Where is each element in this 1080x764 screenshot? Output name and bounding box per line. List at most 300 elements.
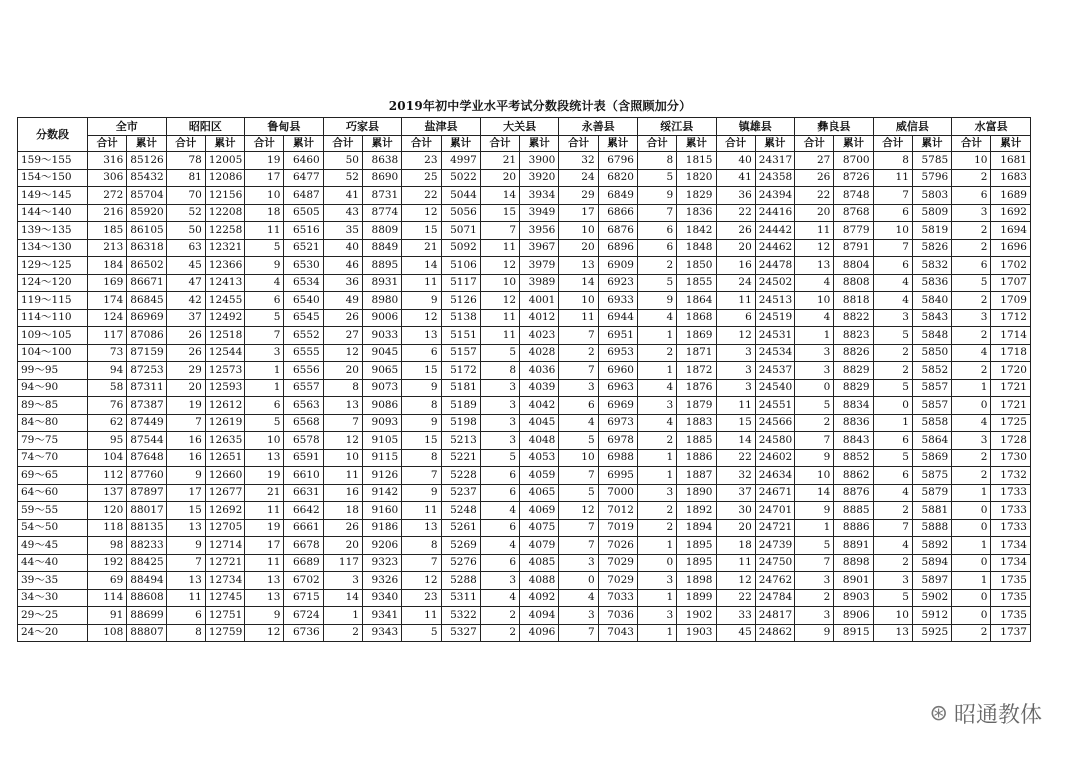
subtotal-cell: 3 (795, 572, 834, 590)
subtotal-cell: 104 (88, 449, 127, 467)
subtotal-cell: 15 (480, 204, 519, 222)
cumulative-cell: 12573 (205, 362, 244, 380)
subtotal-cell: 16 (716, 257, 755, 275)
segment-cell: 134～130 (18, 239, 88, 257)
cumulative-cell: 1848 (677, 239, 716, 257)
cumulative-cell: 12734 (205, 572, 244, 590)
cumulative-cell: 8862 (834, 467, 873, 485)
cumulative-cell: 12321 (205, 239, 244, 257)
subtotal-cell: 8 (480, 362, 519, 380)
cumulative-cell: 6973 (598, 414, 637, 432)
subtotal-cell: 63 (166, 239, 205, 257)
cumulative-cell: 5840 (912, 292, 951, 310)
cumulative-cell: 12721 (205, 554, 244, 572)
subtotal-cell: 6 (245, 397, 284, 415)
segment-cell: 94～90 (18, 379, 88, 397)
cumulative-cell: 1869 (677, 327, 716, 345)
subtotal-cell: 50 (166, 222, 205, 240)
cumulative-cell: 5819 (912, 222, 951, 240)
cumulative-cell: 5221 (441, 449, 480, 467)
cumulative-cell: 6555 (284, 344, 323, 362)
cumulative-cell: 87253 (127, 362, 166, 380)
subtotal-cell: 98 (88, 537, 127, 555)
subtotal-cell: 5 (637, 169, 676, 187)
cumulative-cell: 4065 (520, 484, 559, 502)
subtotal-cell: 21 (245, 484, 284, 502)
cumulative-cell: 86969 (127, 309, 166, 327)
table-row (18, 502, 1031, 520)
cumulative-cell: 4092 (520, 589, 559, 607)
subtotal-cell: 6 (245, 292, 284, 310)
cumulative-cell: 1886 (677, 449, 716, 467)
subtotal-cell: 7 (559, 327, 598, 345)
cumulative-cell: 12544 (205, 344, 244, 362)
subtotal-cell: 62 (88, 414, 127, 432)
subtotal-cell: 15 (402, 362, 441, 380)
cumulative-cell: 5912 (912, 607, 951, 625)
subtotal-cell: 272 (88, 187, 127, 205)
cumulative-cell: 6563 (284, 397, 323, 415)
subtotal-cell: 5 (873, 327, 912, 345)
subtotal-cell: 6 (480, 467, 519, 485)
segment-cell: 154～150 (18, 169, 88, 187)
cumulative-cell: 4997 (441, 152, 480, 170)
cumulative-cell: 5803 (912, 187, 951, 205)
subtotal-cell: 10 (795, 292, 834, 310)
subtotal-cell: 20 (716, 519, 755, 537)
cumulative-cell: 5850 (912, 344, 951, 362)
subtotal-cell: 41 (323, 187, 362, 205)
subtotal-cell: 9 (637, 187, 676, 205)
cumulative-cell: 5189 (441, 397, 480, 415)
cumulative-cell: 1714 (991, 327, 1031, 345)
cumulative-cell: 12751 (205, 607, 244, 625)
subtotal-cell: 20 (323, 537, 362, 555)
subtotal-cell: 13 (166, 572, 205, 590)
subtotal-cell: 20 (716, 239, 755, 257)
cumulative-cell: 6678 (284, 537, 323, 555)
cumulative-cell: 8898 (834, 554, 873, 572)
cumulative-cell: 4048 (520, 432, 559, 450)
subtotal-cell: 1 (637, 624, 676, 642)
cumulative-cell: 9186 (362, 519, 401, 537)
cumulative-cell: 6988 (598, 449, 637, 467)
cumulative-cell: 6715 (284, 589, 323, 607)
cumulative-cell: 85704 (127, 187, 166, 205)
subtotal-cell: 29 (166, 362, 205, 380)
subtotal-cell: 58 (88, 379, 127, 397)
subtotal-cell: 15 (402, 222, 441, 240)
cumulative-cell: 1887 (677, 467, 716, 485)
subtotal-cell: 117 (323, 554, 362, 572)
subtotal-cell: 2 (323, 624, 362, 642)
subtotal-cell: 52 (323, 169, 362, 187)
cumulative-cell: 1696 (991, 239, 1031, 257)
subtotal-header: 合计 (952, 136, 991, 152)
segment-cell: 114～110 (18, 309, 88, 327)
subtotal-cell: 2 (480, 607, 519, 625)
cumulative-cell: 5117 (441, 274, 480, 292)
cumulative-cell: 5857 (912, 379, 951, 397)
subtotal-cell: 2 (637, 344, 676, 362)
subtotal-cell: 47 (166, 274, 205, 292)
cumulative-cell: 6578 (284, 432, 323, 450)
subtotal-cell: 11 (480, 327, 519, 345)
cumulative-cell: 12413 (205, 274, 244, 292)
subtotal-cell: 12 (402, 309, 441, 327)
cumulative-cell: 6995 (598, 467, 637, 485)
subtotal-cell: 15 (166, 502, 205, 520)
subtotal-cell: 1 (637, 449, 676, 467)
cumulative-cell: 6849 (598, 187, 637, 205)
cumulative-cell: 8980 (362, 292, 401, 310)
cumulative-cell: 1683 (991, 169, 1031, 187)
subtotal-cell: 35 (323, 222, 362, 240)
subtotal-cell: 7 (166, 554, 205, 572)
cumulative-cell: 8823 (834, 327, 873, 345)
subtotal-cell: 7 (559, 537, 598, 555)
cumulative-cell: 9323 (362, 554, 401, 572)
cumulative-cell: 1733 (991, 484, 1031, 502)
cumulative-cell: 4028 (520, 344, 559, 362)
segment-cell: 59～55 (18, 502, 88, 520)
subtotal-cell: 11 (402, 607, 441, 625)
table-row (18, 607, 1031, 625)
subtotal-cell: 117 (88, 327, 127, 345)
subtotal-cell: 0 (873, 397, 912, 415)
cumulative-cell: 12518 (205, 327, 244, 345)
cumulative-cell: 5269 (441, 537, 480, 555)
subtotal-cell: 8 (402, 537, 441, 555)
cumulative-header: 累计 (284, 136, 323, 152)
cumulative-cell: 87760 (127, 467, 166, 485)
cumulative-cell: 6642 (284, 502, 323, 520)
table-row (18, 327, 1031, 345)
cumulative-cell: 8768 (834, 204, 873, 222)
subtotal-cell: 14 (480, 187, 519, 205)
subtotal-cell: 9 (402, 484, 441, 502)
cumulative-cell: 6736 (284, 624, 323, 642)
subtotal-cell: 0 (637, 554, 676, 572)
subtotal-cell: 4 (795, 274, 834, 292)
cumulative-cell: 5172 (441, 362, 480, 380)
region-header: 镇雄县 (716, 118, 795, 136)
segment-cell: 139～135 (18, 222, 88, 240)
cumulative-cell: 1820 (677, 169, 716, 187)
cumulative-cell: 1885 (677, 432, 716, 450)
subtotal-cell: 120 (88, 502, 127, 520)
subtotal-cell: 7 (795, 432, 834, 450)
subtotal-cell: 3 (716, 379, 755, 397)
subtotal-cell: 2 (873, 362, 912, 380)
subtotal-cell: 1 (323, 607, 362, 625)
score-table (17, 117, 1031, 642)
subtotal-cell: 16 (166, 432, 205, 450)
cumulative-cell: 6978 (598, 432, 637, 450)
cumulative-cell: 5261 (441, 519, 480, 537)
cumulative-cell: 12208 (205, 204, 244, 222)
subtotal-cell: 22 (716, 589, 755, 607)
subtotal-header: 合计 (88, 136, 127, 152)
cumulative-cell: 8791 (834, 239, 873, 257)
cumulative-cell: 88608 (127, 589, 166, 607)
subtotal-cell: 13 (795, 257, 834, 275)
subtotal-cell: 3 (637, 607, 676, 625)
cumulative-cell: 5138 (441, 309, 480, 327)
cumulative-cell: 7012 (598, 502, 637, 520)
subtotal-cell: 174 (88, 292, 127, 310)
subtotal-cell: 1 (952, 537, 991, 555)
subtotal-cell: 5 (245, 414, 284, 432)
subtotal-cell: 1 (952, 484, 991, 502)
cumulative-cell: 1902 (677, 607, 716, 625)
subtotal-cell: 12 (323, 432, 362, 450)
subtotal-cell: 2 (952, 467, 991, 485)
subtotal-cell: 0 (952, 519, 991, 537)
subtotal-cell: 2 (795, 589, 834, 607)
cumulative-cell: 24762 (755, 572, 794, 590)
cumulative-cell: 8690 (362, 169, 401, 187)
cumulative-cell: 9126 (362, 467, 401, 485)
watermark-text: 昭通教体 (953, 703, 1042, 728)
cumulative-cell: 24862 (755, 624, 794, 642)
cumulative-cell: 24534 (755, 344, 794, 362)
cumulative-cell: 1864 (677, 292, 716, 310)
subtotal-cell: 18 (245, 204, 284, 222)
subtotal-cell: 2 (952, 292, 991, 310)
cumulative-cell: 6896 (598, 239, 637, 257)
subtotal-cell: 22 (716, 449, 755, 467)
cumulative-cell: 86105 (127, 222, 166, 240)
segment-cell: 49～45 (18, 537, 88, 555)
region-header: 威信县 (873, 118, 952, 136)
cumulative-cell: 1735 (991, 589, 1031, 607)
subtotal-cell: 26 (323, 309, 362, 327)
segment-cell: 149～145 (18, 187, 88, 205)
segment-cell: 39～35 (18, 572, 88, 590)
subtotal-cell: 3 (480, 572, 519, 590)
subtotal-cell: 11 (716, 292, 755, 310)
subtotal-cell: 12 (402, 204, 441, 222)
cumulative-cell: 5875 (912, 467, 951, 485)
subtotal-cell: 3 (323, 572, 362, 590)
subtotal-cell: 20 (559, 239, 598, 257)
cumulative-cell: 88494 (127, 572, 166, 590)
subtotal-cell: 6 (480, 554, 519, 572)
subtotal-cell: 4 (795, 309, 834, 327)
cumulative-cell: 8834 (834, 397, 873, 415)
cumulative-cell: 3989 (520, 274, 559, 292)
subtotal-cell: 1 (637, 537, 676, 555)
cumulative-cell: 24531 (755, 327, 794, 345)
cumulative-cell: 6534 (284, 274, 323, 292)
cumulative-cell: 5858 (912, 414, 951, 432)
subtotal-cell: 4 (952, 344, 991, 362)
subtotal-cell: 9 (402, 379, 441, 397)
subtotal-cell: 21 (402, 239, 441, 257)
subtotal-cell: 15 (716, 414, 755, 432)
subtotal-cell: 192 (88, 554, 127, 572)
cumulative-cell: 24502 (755, 274, 794, 292)
subtotal-cell: 22 (716, 204, 755, 222)
subtotal-cell: 5 (402, 624, 441, 642)
subtotal-cell: 11 (166, 589, 205, 607)
cumulative-cell: 8700 (834, 152, 873, 170)
subtotal-cell: 3 (795, 344, 834, 362)
cumulative-cell: 88233 (127, 537, 166, 555)
subtotal-cell: 42 (166, 292, 205, 310)
subtotal-cell: 184 (88, 257, 127, 275)
subtotal-cell: 2 (952, 624, 991, 642)
cumulative-cell: 24817 (755, 607, 794, 625)
cumulative-cell: 7033 (598, 589, 637, 607)
cumulative-cell: 6702 (284, 572, 323, 590)
cumulative-cell: 6951 (598, 327, 637, 345)
cumulative-cell: 1721 (991, 379, 1031, 397)
subtotal-cell: 11 (559, 309, 598, 327)
segment-cell: 54～50 (18, 519, 88, 537)
cumulative-cell: 1733 (991, 519, 1031, 537)
cumulative-cell: 5864 (912, 432, 951, 450)
cumulative-cell: 12086 (205, 169, 244, 187)
page-title: 2019年初中学业水平考试分数段统计表（含照顾加分） (388, 99, 692, 113)
subtotal-cell: 0 (952, 502, 991, 520)
subtotal-header: 合计 (166, 136, 205, 152)
subtotal-cell: 41 (716, 169, 755, 187)
cumulative-cell: 12005 (205, 152, 244, 170)
region-header: 水富县 (952, 118, 1031, 136)
cumulative-cell: 1876 (677, 379, 716, 397)
cumulative-cell: 12619 (205, 414, 244, 432)
subtotal-cell: 24 (559, 169, 598, 187)
cumulative-cell: 24671 (755, 484, 794, 502)
subtotal-cell: 33 (716, 607, 755, 625)
subtotal-cell: 2 (952, 169, 991, 187)
segment-cell: 109～105 (18, 327, 88, 345)
cumulative-cell: 3956 (520, 222, 559, 240)
subtotal-cell: 124 (88, 309, 127, 327)
subtotal-cell: 20 (795, 204, 834, 222)
cumulative-cell: 5796 (912, 169, 951, 187)
cumulative-cell: 1836 (677, 204, 716, 222)
subtotal-cell: 2 (952, 327, 991, 345)
cumulative-cell: 88699 (127, 607, 166, 625)
cumulative-header: 累计 (598, 136, 637, 152)
subtotal-cell: 17 (245, 169, 284, 187)
watermark (930, 698, 1042, 729)
table-row (18, 204, 1031, 222)
cumulative-cell: 5276 (441, 554, 480, 572)
subtotal-cell: 3 (480, 397, 519, 415)
table-body (18, 152, 1031, 642)
cumulative-cell: 6487 (284, 187, 323, 205)
cumulative-cell: 4023 (520, 327, 559, 345)
cumulative-cell: 6557 (284, 379, 323, 397)
cumulative-cell: 6960 (598, 362, 637, 380)
subtotal-cell: 4 (245, 274, 284, 292)
cumulative-cell: 5151 (441, 327, 480, 345)
cumulative-cell: 1850 (677, 257, 716, 275)
table-row (18, 572, 1031, 590)
subtotal-cell: 4 (480, 537, 519, 555)
cumulative-cell: 24739 (755, 537, 794, 555)
subtotal-cell: 40 (716, 152, 755, 170)
subtotal-cell: 4 (637, 414, 676, 432)
cumulative-cell: 6724 (284, 607, 323, 625)
region-header: 彝良县 (795, 118, 874, 136)
cumulative-cell: 7000 (598, 484, 637, 502)
subtotal-cell: 26 (795, 169, 834, 187)
cumulative-cell: 5213 (441, 432, 480, 450)
subtotal-cell: 32 (559, 152, 598, 170)
cumulative-cell: 4096 (520, 624, 559, 642)
subtotal-cell: 78 (166, 152, 205, 170)
subtotal-cell: 17 (559, 204, 598, 222)
cumulative-cell: 4001 (520, 292, 559, 310)
cumulative-cell: 5848 (912, 327, 951, 345)
cumulative-cell: 8903 (834, 589, 873, 607)
subtotal-cell: 4 (637, 309, 676, 327)
subtotal-cell: 36 (716, 187, 755, 205)
cumulative-cell: 5092 (441, 239, 480, 257)
subtotal-cell: 9 (795, 624, 834, 642)
cumulative-cell: 6460 (284, 152, 323, 170)
cumulative-cell: 3979 (520, 257, 559, 275)
subtotal-cell: 30 (716, 502, 755, 520)
cumulative-cell: 4036 (520, 362, 559, 380)
subtotal-cell: 20 (480, 169, 519, 187)
cumulative-cell: 24317 (755, 152, 794, 170)
subtotal-cell: 1 (952, 572, 991, 590)
subtotal-header: 合计 (402, 136, 441, 152)
cumulative-cell: 1735 (991, 607, 1031, 625)
subtotal-cell: 46 (323, 257, 362, 275)
cumulative-cell: 6944 (598, 309, 637, 327)
subtotal-cell: 8 (873, 152, 912, 170)
subtotal-cell: 112 (88, 467, 127, 485)
cumulative-cell: 24394 (755, 187, 794, 205)
segment-cell: 44～40 (18, 554, 88, 572)
subtotal-cell: 23 (402, 152, 441, 170)
subtotal-cell: 0 (952, 397, 991, 415)
subtotal-cell: 3 (637, 397, 676, 415)
table-row (18, 624, 1031, 642)
cumulative-cell: 1903 (677, 624, 716, 642)
cumulative-cell: 5843 (912, 309, 951, 327)
segment-cell: 124～120 (18, 274, 88, 292)
subtotal-cell: 7 (480, 222, 519, 240)
subtotal-cell: 13 (873, 624, 912, 642)
subtotal-cell: 7 (873, 187, 912, 205)
subtotal-cell: 6 (480, 519, 519, 537)
subtotal-cell: 4 (873, 274, 912, 292)
cumulative-header: 累计 (755, 136, 794, 152)
subtotal-cell: 36 (323, 274, 362, 292)
cumulative-cell: 1895 (677, 554, 716, 572)
cumulative-cell: 85920 (127, 204, 166, 222)
cumulative-cell: 1692 (991, 204, 1031, 222)
subtotal-cell: 10 (245, 432, 284, 450)
subtotal-cell: 10 (323, 449, 362, 467)
subtotal-cell: 13 (245, 449, 284, 467)
subtotal-cell: 2 (873, 554, 912, 572)
table-row (18, 274, 1031, 292)
subtotal-cell: 9 (245, 257, 284, 275)
subtotal-cell: 108 (88, 624, 127, 642)
subtotal-cell: 0 (952, 607, 991, 625)
cumulative-cell: 4045 (520, 414, 559, 432)
cumulative-cell: 8779 (834, 222, 873, 240)
